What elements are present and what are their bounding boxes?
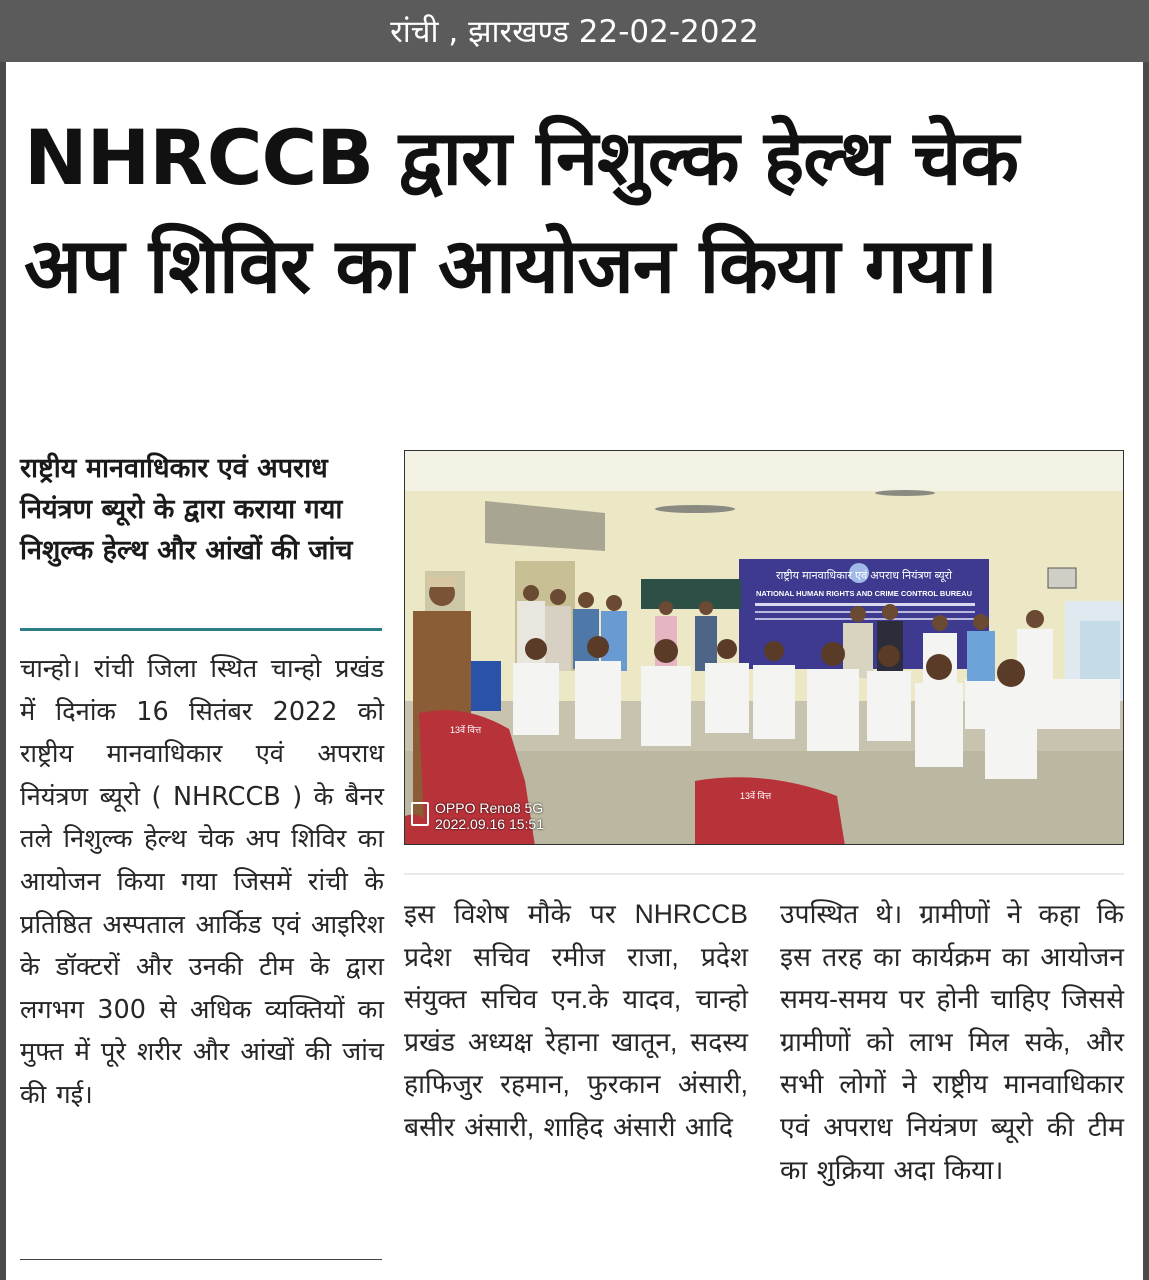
banner-hindi-text: राष्ट्रीय मानवाधिकार एवं अपराध नियंत्रण ब्यूरो: [776, 570, 952, 582]
photo-illustration: [405, 451, 1124, 845]
headline: NHRCCB द्वारा निशुल्क हेल्थ चेक अप शिविर का आयोजन किया गया।: [24, 113, 1018, 310]
chair-label-right: 13वें वित्त: [740, 791, 772, 801]
column-top-rule: [404, 873, 1124, 875]
frame-right-border: [1143, 62, 1149, 1280]
column-end-rule: [20, 1259, 382, 1260]
news-photo: [404, 450, 1124, 845]
banner-english-text: NATIONAL HUMAN RIGHTS AND CRIME CONTROL BUREAU: [756, 589, 972, 598]
body-column-2: इस विशेष मौके पर NHRCCB प्रदेश सचिव रमीज राजा, प्रदेश संयुक्त सचिव एन.के यादव, चान्हो प्रखंड अध्यक्ष रेहाना खातून, सदस्य हाफिजुर रहमान, फुरकान अंसारी, बसीर अंसारी, शाहिद अंसारी आदि: [404, 899, 748, 1142]
body-column-3: उपस्थित थे। ग्रामीणों ने कहा कि इस तरह का कार्यक्रम का आयोजन समय-समय पर होनी चाहिए जिससे ग्रामीणों को लाभ मिल सके, और सभी लोगों ने राष्ट्रीय मानवाधिकार एवं अपराध नियंत्रण ब्यूरो की टीम का शुक्रिया अदा किया।: [780, 899, 1124, 1185]
camera-watermark: [435, 800, 544, 832]
frame-left-border: [0, 62, 6, 1280]
camera-model: OPPO Reno8 5G: [435, 800, 544, 816]
dateline-bar: [0, 0, 1149, 62]
chair-label-left: 13वें वित्त: [450, 725, 482, 735]
photo-timestamp: 2022.09.16 15:51: [435, 816, 544, 832]
subheadline-rule: [20, 628, 382, 631]
body-column-1: चान्हो। रांची जिला स्थित चान्हो प्रखंड में दिनांक 16 सितंबर 2022 को राष्ट्रीय मानवाधिकार एवं अपराध नियंत्रण ब्यूरो ( NHRCCB ) के बैनर तले निशुल्क हेल्थ चेक अप शिविर का आयोजन किया गया जिसमें रांची के प्रतिष्ठित अस्पताल आर्किड एवं आइरिश के डॉक्टरों और उनकी टीम के द्वारा लगभग 300 से अधिक व्यक्तियों का मुफ्त में पूरे शरीर और आंखों की जांच की गई।: [20, 654, 384, 1110]
camera-logo-icon: [411, 802, 429, 826]
dateline: रांची , झारखण्ड 22-02-2022: [390, 14, 759, 50]
subheadline: राष्ट्रीय मानवाधिकार एवं अपराध नियंत्रण ब्यूरो के द्वारा कराया गया निशुल्क हेल्थ और आंखों की जांच: [20, 453, 353, 566]
